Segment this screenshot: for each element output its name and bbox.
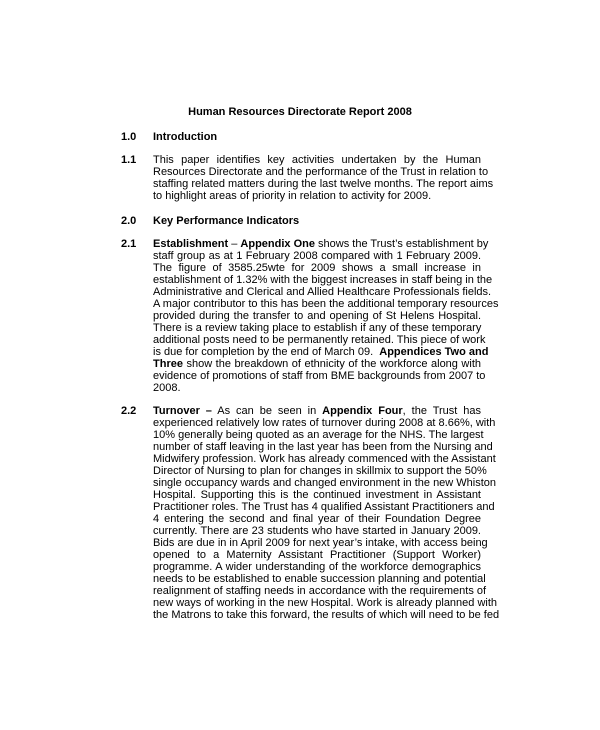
text-line: number of staff leaving in the last year has been from the Nursing and xyxy=(153,441,493,453)
text-line: the Matrons to take this forward, the results of which will need to be fed xyxy=(153,609,500,621)
text-line: single occupancy wards and changed environment in the new Whiston xyxy=(153,477,497,489)
paragraph-2-1 xyxy=(121,238,499,394)
appendix-reference: Appendices Two and xyxy=(379,346,489,358)
text-line: There is a review taking place to establish if any of these temporary xyxy=(153,322,482,334)
section-heading-introduction xyxy=(121,130,217,144)
text-line: to highlight areas of priority in relation to activity for 2009. xyxy=(153,190,432,202)
text-line xyxy=(153,405,481,417)
document-title: Human Resources Directorate Report 2008 xyxy=(188,106,412,118)
text-line: staff group as at 1 February 2008 compared with 1 February 2009. xyxy=(153,250,481,262)
lead-separator: – xyxy=(228,238,241,250)
section-title: Introduction xyxy=(153,131,218,143)
line-middle: As can be seen in xyxy=(211,405,323,417)
paragraph-body xyxy=(153,154,494,202)
paragraph-body xyxy=(153,405,500,621)
text-line: Practitioner roles. The Trust has 4 qualified Assistant Practitioners and xyxy=(153,501,495,513)
bold-lead: Establishment xyxy=(153,238,229,250)
appendix-reference: Appendix One xyxy=(240,238,315,250)
text-line: The figure of 3585.25wte for 2009 shows a small increase in xyxy=(153,262,481,274)
text-line: A major contributor to this has been the additional temporary resources xyxy=(153,298,499,310)
section-title: Key Performance Indicators xyxy=(153,215,300,227)
text-line: Hospital. Supporting this is the continued investment in Assistant xyxy=(153,489,481,501)
paragraph-body xyxy=(153,238,499,394)
paragraph-number: 2.2 xyxy=(121,405,137,417)
bold-lead: Turnover – xyxy=(153,405,212,417)
text-line: needs to be established to enable succession planning and potential xyxy=(153,573,486,585)
text-line: Administrative and Clerical and Allied Healthcare Professionals fields. xyxy=(153,286,492,298)
text-line: 2008. xyxy=(153,382,181,394)
section-number: 1.0 xyxy=(121,131,137,143)
text-line: Bids are due in in April 2009 for next year’s intake, with access being xyxy=(153,537,488,549)
paragraph-number: 2.1 xyxy=(121,238,137,250)
text-line: evidence of promotions of staff from BME backgrounds from 2007 to xyxy=(153,370,486,382)
appendix-reference: Three xyxy=(153,358,183,370)
line-rest: show the breakdown of ethnicity of the workforce along with xyxy=(182,358,481,370)
text-line xyxy=(153,358,481,370)
text-line xyxy=(153,346,489,358)
text-line: experienced relatively low rates of turnover during 2008 at 8.66%, with xyxy=(153,417,496,429)
section-heading-kpi xyxy=(121,214,299,228)
text-line: Resources Directorate and the performance of the Trust in relation to xyxy=(153,166,489,178)
line-rest: , the Trust has xyxy=(402,405,482,417)
text-line: programme. A wider understanding of the workforce demographics xyxy=(153,561,481,573)
line-start: is due for completion by the end of March 09. xyxy=(153,346,374,358)
text-line: This paper identifies key activities undertaken by the Human xyxy=(153,154,481,166)
paragraph-1-1 xyxy=(121,154,494,202)
line-rest: shows the Trust’s establishment by xyxy=(314,238,489,250)
text-line xyxy=(153,238,489,250)
text-line: 10% generally being quoted as an average for the NHS. The largest xyxy=(153,429,484,441)
text-line: 4 entering the second and final year of their Foundation Degree xyxy=(153,513,481,525)
text-line: opened to a Maternity Assistant Practitioner (Support Worker) xyxy=(153,549,481,561)
appendix-reference: Appendix Four xyxy=(322,405,403,417)
text-line: currently. There are 23 students who have started in January 2009. xyxy=(153,525,481,537)
paragraph-number: 1.1 xyxy=(121,154,137,166)
text-line: staffing related matters during the last twelve months. The report aims xyxy=(153,178,494,190)
text-line: additional posts need to be permanently retained. This piece of work xyxy=(153,334,486,346)
text-line: realignment of staffing needs in accordance with the requirements of xyxy=(153,585,487,597)
text-line: establishment of 1.32% with the biggest increases in staff being in the xyxy=(153,274,493,286)
text-line: provided during the transfer to and opening of St Helens Hospital. xyxy=(153,310,481,322)
text-line: new ways of working in the new Hospital. Work is already planned with xyxy=(153,597,498,609)
paragraph-2-2 xyxy=(121,405,500,621)
section-number: 2.0 xyxy=(121,215,137,227)
text-line: Director of Nursing to plan for changes in skillmix to support the 50% xyxy=(153,465,487,477)
text-line: Midwifery profession. Work has already commenced with the Assistant xyxy=(153,453,496,465)
